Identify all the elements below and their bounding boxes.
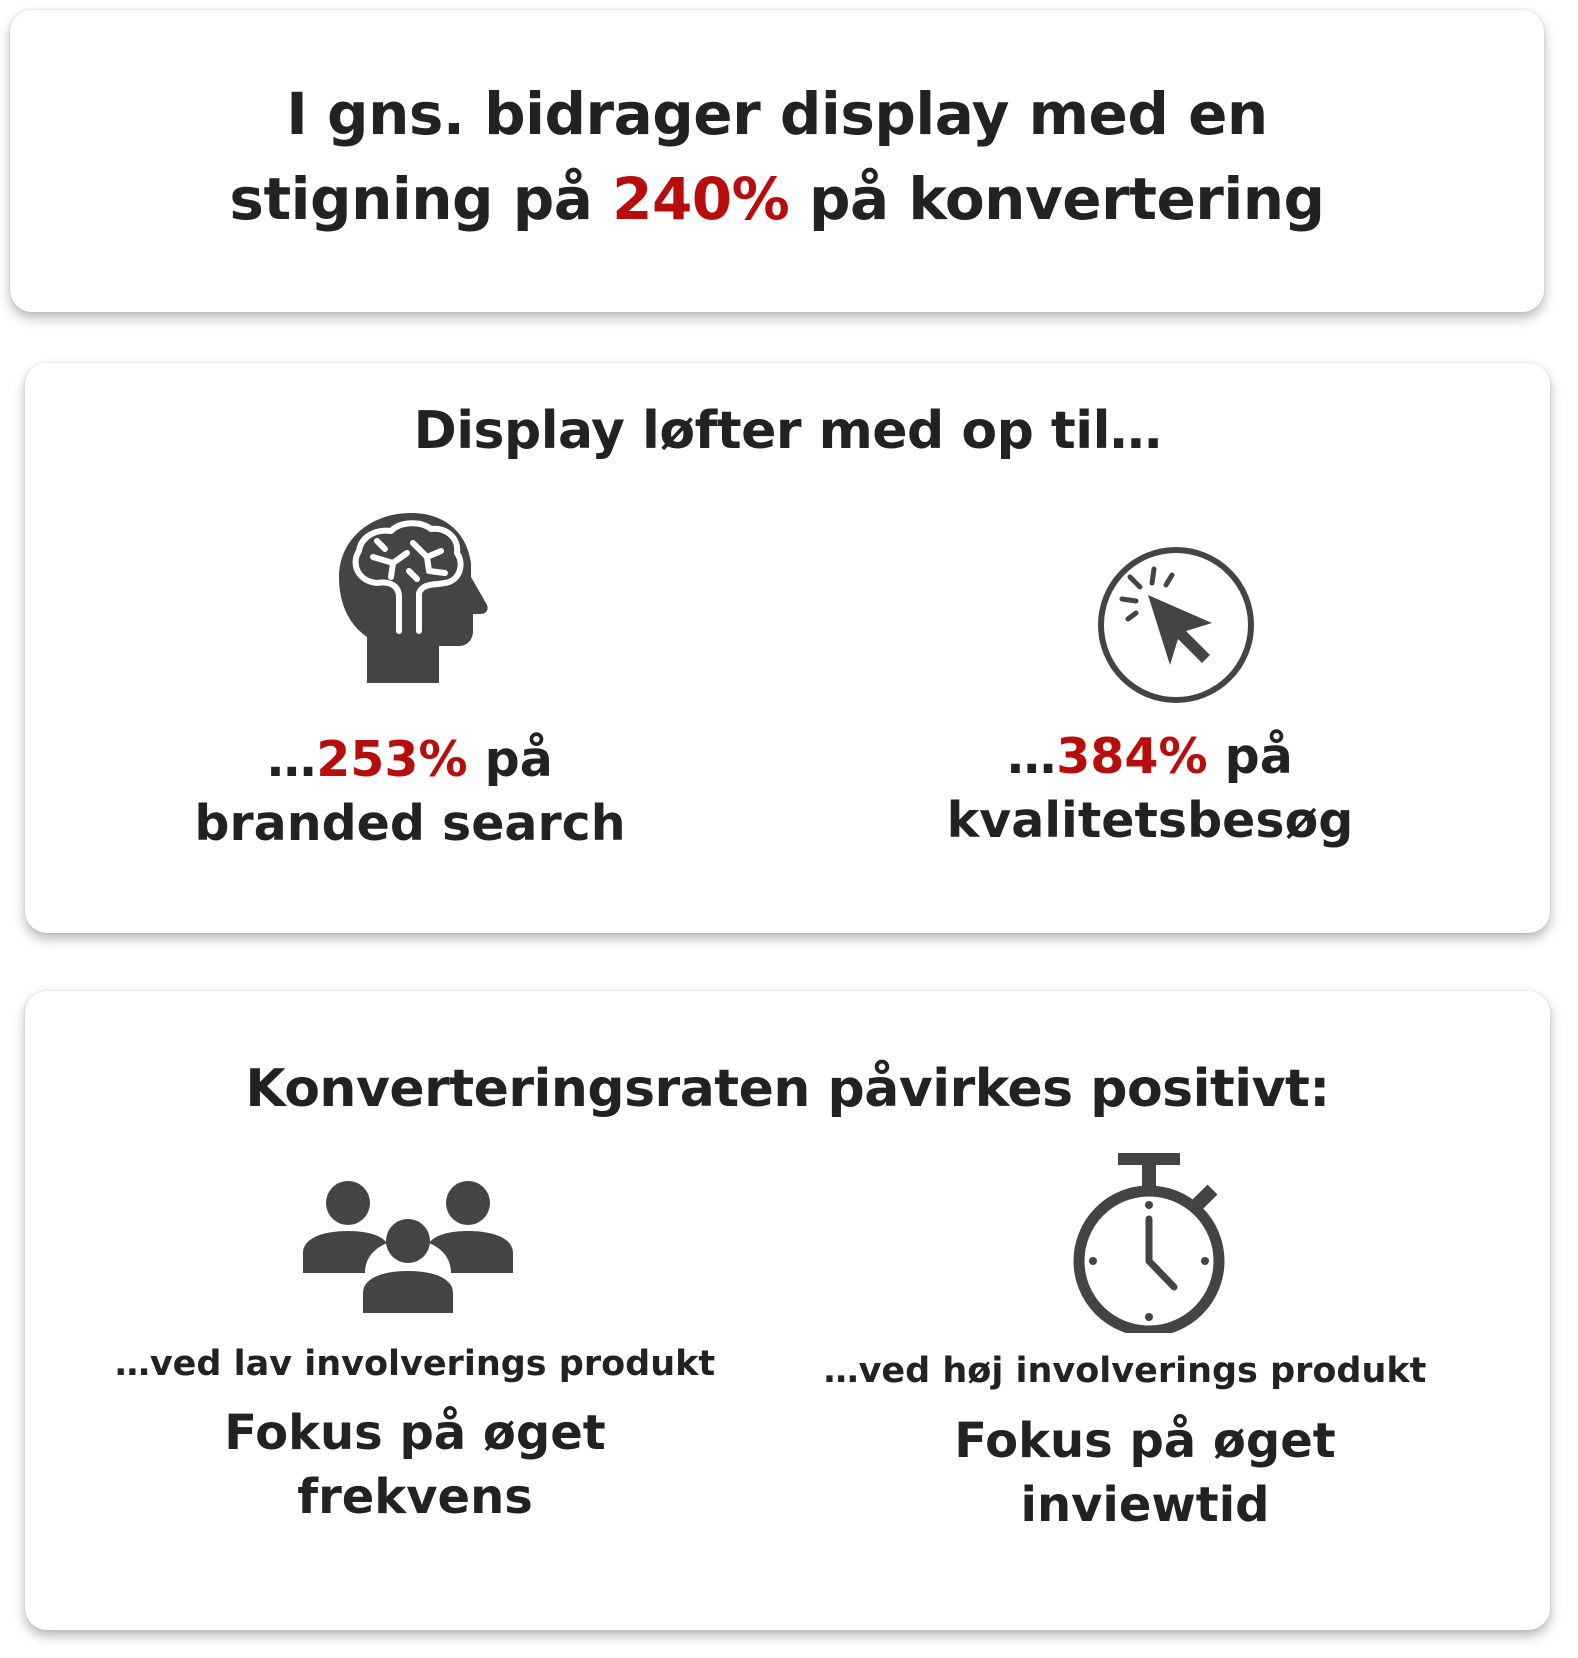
- lift-stat-quality-visits: [900, 725, 1400, 853]
- conversion-card: [25, 991, 1550, 1630]
- lift-title: Display løfter med op til…: [413, 401, 1162, 461]
- headline-line-2: [10, 157, 1544, 242]
- headline-highlight: 240%: [612, 165, 790, 233]
- stat-suffix: på: [467, 731, 553, 788]
- lift-stat-line-1: [900, 725, 1400, 789]
- focus-line-2: inviewtid: [1020, 1477, 1270, 1533]
- lift-card: [25, 363, 1550, 933]
- headline-text: på konvertering: [789, 165, 1325, 233]
- focus-line-1: Fokus på øget: [954, 1413, 1336, 1469]
- lift-stat-line-1: [160, 728, 660, 792]
- headline: [10, 72, 1544, 242]
- lift-stat-line-2: branded search: [194, 795, 626, 852]
- stat-value: 384%: [1056, 728, 1208, 785]
- brain-head-icon: [337, 513, 497, 683]
- people-group-icon: [303, 1181, 513, 1313]
- focus-line-1: Fokus på øget: [224, 1405, 606, 1461]
- conversion-subtitle-low: …ved lav involverings produkt: [114, 1344, 716, 1384]
- conversion-focus-high: [865, 1409, 1425, 1537]
- stopwatch-icon: [1060, 1153, 1240, 1333]
- stat-value: 253%: [316, 731, 468, 788]
- lift-stat-branded-search: [160, 728, 660, 856]
- conversion-subtitle-high: …ved høj involverings produkt: [823, 1351, 1427, 1391]
- stat-prefix: …: [1007, 728, 1057, 785]
- lift-stat-line-2: kvalitetsbesøg: [946, 792, 1354, 849]
- stat-prefix: …: [267, 731, 317, 788]
- headline-card: [10, 10, 1544, 312]
- headline-text: stigning på: [229, 165, 613, 233]
- stat-suffix: på: [1207, 728, 1293, 785]
- cursor-click-icon: [1096, 545, 1256, 705]
- focus-line-2: frekvens: [297, 1469, 533, 1525]
- headline-line-1: I gns. bidrager display med en: [286, 80, 1268, 148]
- conversion-focus-low: [135, 1401, 695, 1529]
- conversion-title: Konverteringsraten påvirkes positivt:: [245, 1059, 1330, 1119]
